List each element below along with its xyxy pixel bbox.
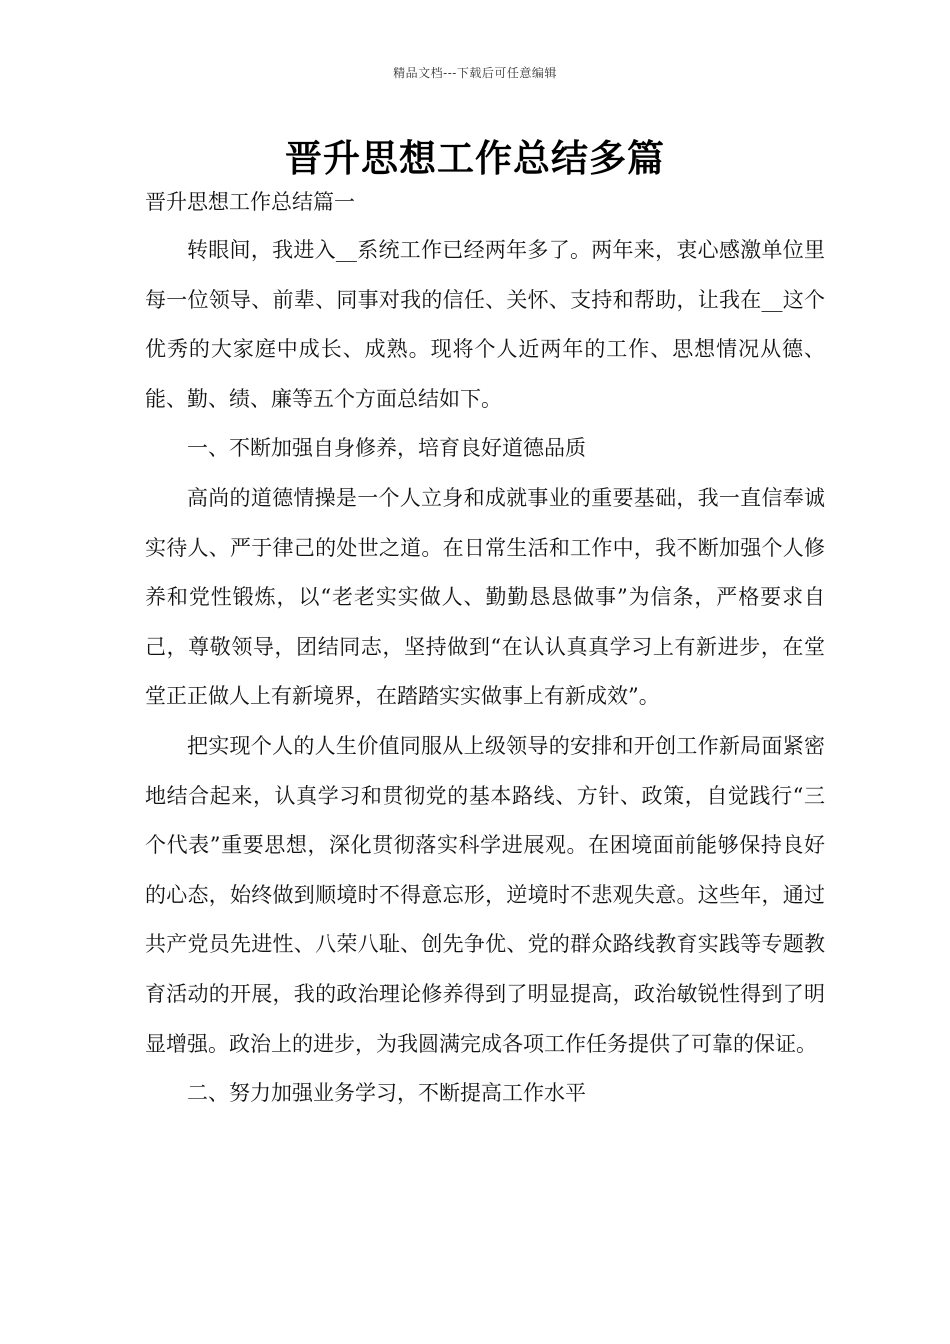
document-title: 晋升思想工作总结多篇	[285, 137, 665, 180]
paragraph-intro: 转眼间，我进入__系统工作已经两年多了。两年来，衷心感激单位里每一位领导、前辈、同事对我的信任、关怀、支持和帮助，让我在__这个优秀的大家庭中成长、成熟。现将个人近两年的工作、思想情况从德、能、勤、绩、廉等五个方面总结如下。	[145, 238, 825, 411]
subheading-two: 二、努力加强业务学习，不断提高工作水平	[187, 1081, 586, 1106]
document-body	[145, 226, 825, 1119]
section-heading: 晋升思想工作总结篇一	[145, 190, 355, 214]
paragraph-values: 把实现个人的人生价值同服从上级领导的安排和开创工作新局面紧密地结合起来，认真学习和贯彻党的基本路线、方针、政策，自觉践行“三个代表”重要思想，深化贯彻落实科学进展观。在困境面前能够保持良好的心态，始终做到顺境时不得意忘形，逆境时不悲观失意。这些年，通过共产党员先进性、八荣八耻、创先争优、党的群众路线教育实践等专题教育活动的开展，我的政治理论修养得到了明显提高，政治敏锐性得到了明显增强。政治上的进步，为我圆满完成各项工作任务提供了可靠的保证。	[145, 733, 825, 1056]
header-note: 精品文档---下载后可任意编辑	[393, 66, 557, 80]
paragraph-morality: 高尚的道德情操是一个人立身和成就事业的重要基础，我一直信奉诚实待人、严于律己的处世之道。在日常生活和工作中，我不断加强个人修养和党性锻炼，以“老老实实做人、勤勤恳恳做事”为信条，严格要求自己，尊敬领导，团结同志，坚持做到“在认认真真学习上有新进步，在堂堂正正做人上有新境界，在踏踏实实做事上有新成效”。	[145, 485, 825, 709]
subheading-one: 一、不断加强自身修养，培育良好道德品质	[187, 436, 586, 461]
